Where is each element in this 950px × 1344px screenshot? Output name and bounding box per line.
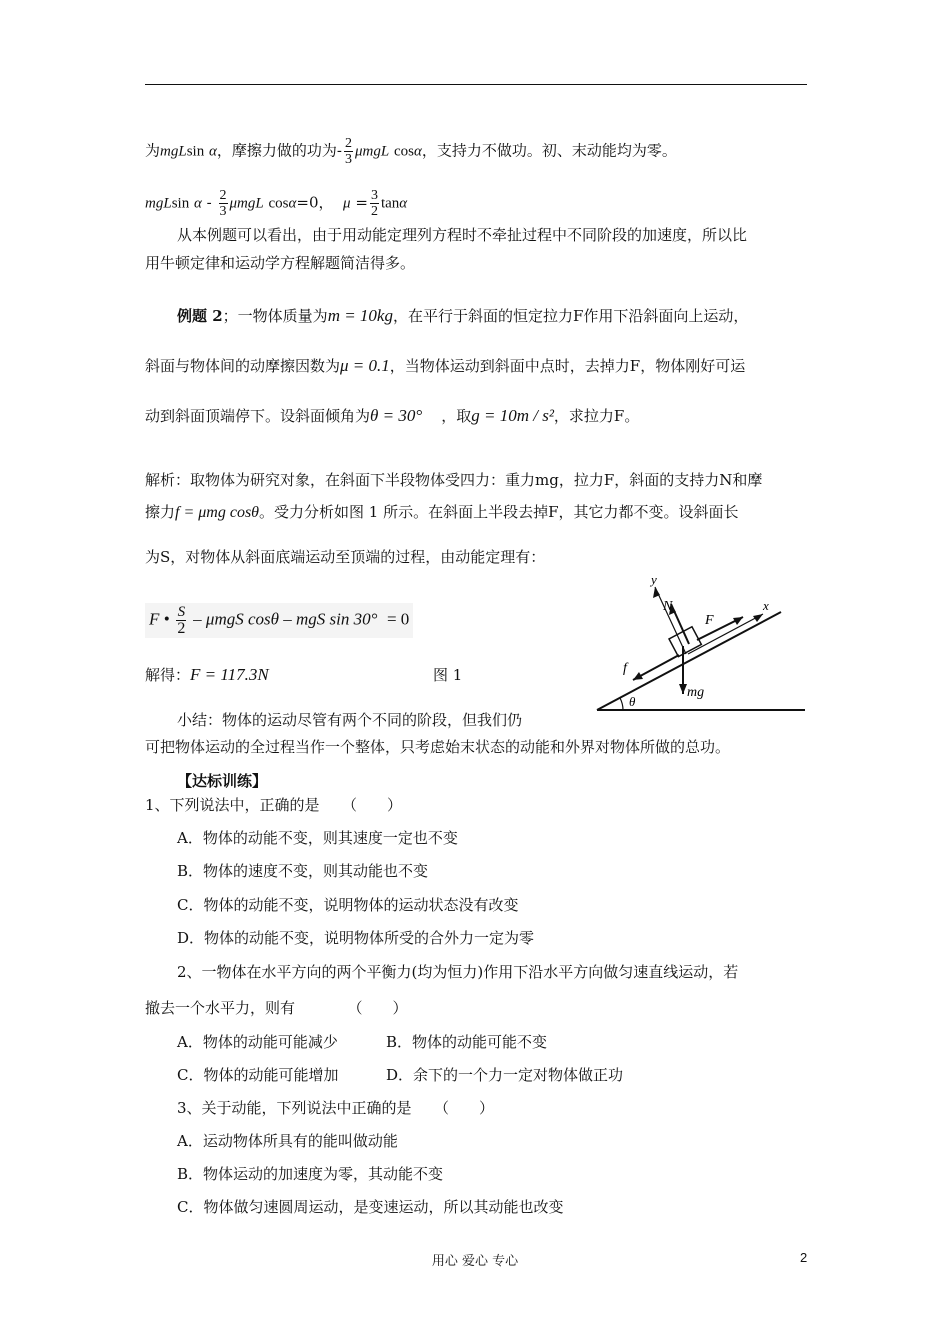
example2-line-2: 斜面与物体间的动摩擦因数为μ = 0.1，当物体运动到斜面中点时，去掉力F，物体刚好可运	[145, 356, 746, 375]
label-F: F	[705, 613, 714, 628]
result-line: 解得：F = 117.3N	[145, 665, 269, 684]
q2-option-d: D．余下的一个力一定对物体做正功	[386, 1066, 624, 1084]
fraction: $\frac{S}{2}$	[177, 604, 186, 637]
question-1: 1、下列说法中，正确的是 （ ）	[145, 796, 403, 814]
conclusion-line-1: 从本例题可以看出，由于用动能定理列方程时不牵扯过程中不同阶段的加速度，所以比	[177, 226, 748, 244]
q3-option-a: A．运动物体所具有的能叫做动能	[177, 1132, 398, 1150]
header-rule	[145, 84, 807, 85]
solution-line-2: 擦力f = μmg cosθ。受力分析如图 1 所示。在斜面上半段去掉F，其它力都不变。设斜面长	[145, 503, 739, 521]
q2-option-c: C．物体的动能可能增加	[177, 1066, 339, 1084]
conclusion-line-2: 用牛顿定律和运动学方程解题简洁得多。	[145, 254, 416, 272]
q1-option-c: C．物体的动能不变，说明物体的运动状态没有改变	[177, 896, 519, 914]
q1-option-a: A．物体的动能不变，则其速度一定也不变	[177, 829, 458, 847]
incline-force-diagram	[593, 572, 808, 717]
label-N: N	[663, 599, 673, 614]
q3-option-c: C．物体做匀速圆周运动，是变速运动，所以其动能也改变	[177, 1198, 564, 1216]
summary-line-2: 可把物体运动的全过程当作一个整体，只考虑始末状态的动能和外界对物体所做的总功。	[145, 738, 731, 756]
example2-line-1: 例题 2；一物体质量为m = 10kg，在平行于斜面的恒定拉力F作用下沿斜面向上运动，	[177, 306, 749, 325]
question-2-line-1: 2、一物体在水平方向的两个平衡力(均为恒力)作用下沿水平方向做匀速直线运动，若	[177, 963, 739, 981]
example2-line-3: 动到斜面顶端停下。设斜面倾角为θ = 30° ，取g = 10m / s²，求拉力F。	[145, 406, 640, 425]
fraction: $\frac{2}{3}$	[219, 188, 227, 219]
label-y: y	[651, 572, 657, 587]
balance-equation: mgLsin α - $\frac{2}{3}$ μmgL cosα=0， μ = $\frac{3}{2}$ tanα	[145, 188, 408, 219]
summary-line-1: 小结：物体的运动尽管有两个不同的阶段，但我们仍	[177, 711, 523, 729]
label-mg: mg	[687, 685, 705, 700]
fraction: $\frac{2}{3}$	[344, 136, 352, 167]
figure-caption: 图 1	[433, 666, 463, 684]
question-3: 3、关于动能，下列说法中正确的是 （ ）	[177, 1099, 495, 1117]
q3-option-b: B．物体运动的加速度为零，其动能不变	[177, 1165, 444, 1183]
q1-option-d: D．物体的动能不变，说明物体所受的合外力一定为零	[177, 929, 535, 947]
q2-option-b: B．物体的动能可能不变	[386, 1033, 548, 1051]
q2-option-a: A．物体的动能可能减少	[177, 1033, 338, 1051]
q1-option-b: B．物体的速度不变，则其动能也不变	[177, 862, 429, 880]
footer-text: 用心 爱心 专心	[431, 1254, 519, 1269]
solution-line-3: 为S，对物体从斜面底端运动至顶端的过程，由动能定理有：	[145, 548, 546, 566]
training-title: 【达标训练】	[177, 772, 268, 790]
label-f: f	[623, 661, 627, 676]
question-2-line-2: 撤去一个水平力，则有 （ ）	[145, 999, 408, 1017]
work-line: 为mgLsin α，摩擦力做的功为- $\frac{2}{3}$ μmgL cosα，支持力不做功。初、末动能均为零。	[145, 136, 677, 167]
label-x: x	[763, 598, 769, 613]
energy-equation: F • $\frac{S}{2}$ – μmgS cosθ – mgS sin 30° = 0	[145, 603, 413, 638]
page-number: 2	[800, 1250, 808, 1265]
fraction: $\frac{3}{2}$	[370, 188, 378, 219]
label-theta: θ	[629, 694, 636, 709]
solution-line-1: 解析：取物体为研究对象，在斜面下半段物体受四力：重力mg，拉力F，斜面的支持力N和摩	[145, 471, 763, 489]
